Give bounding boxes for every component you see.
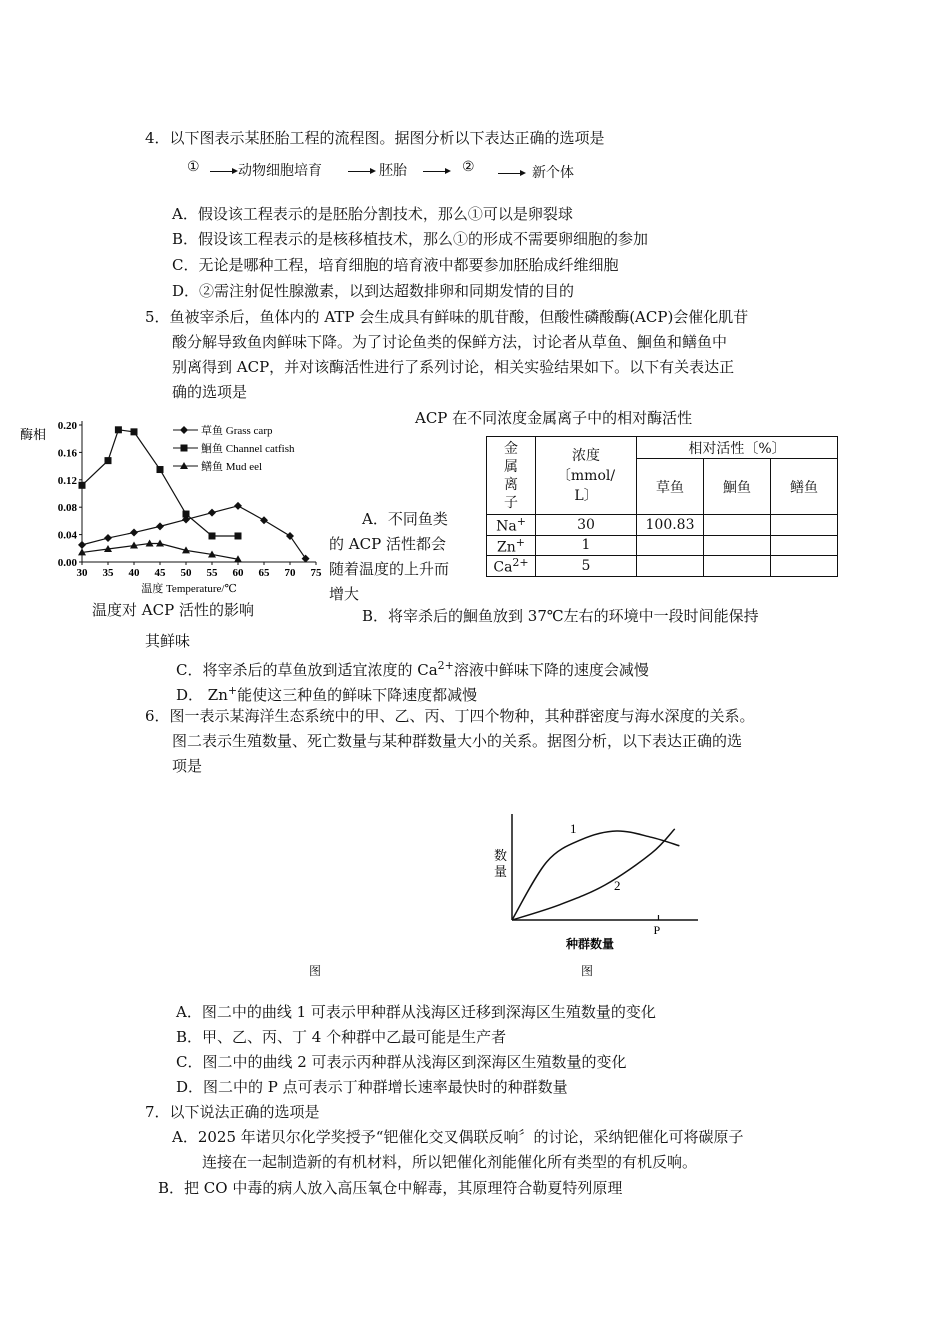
q5-option-a-2: 的 ACP 活性都会 bbox=[329, 535, 446, 553]
y-tick-label: 0.12 bbox=[57, 474, 77, 487]
flow-arrow-icon bbox=[348, 171, 374, 172]
data-point-series-2 bbox=[183, 511, 190, 518]
y-tick-label: 0.16 bbox=[57, 447, 77, 460]
data-point-series-2 bbox=[235, 532, 242, 539]
flow-step-embryo: 胚胎 bbox=[379, 163, 407, 179]
header-grass-carp: 草鱼 bbox=[637, 459, 704, 515]
data-point-series-1 bbox=[156, 522, 164, 530]
y-axis-label: 量 bbox=[494, 864, 508, 879]
q7-option-b: B．把 CO 中毒的病人放入高压氧仓中解毒，其原理符合勒夏特列原理 bbox=[158, 1179, 623, 1197]
data-point-series-1 bbox=[78, 541, 86, 549]
chart-caption: 温度对 ACP 活性的影响 bbox=[92, 601, 254, 619]
data-point-series-1 bbox=[260, 516, 268, 524]
flow-step-1: ① bbox=[187, 159, 200, 175]
q5-stem-line-1: 5．鱼被宰杀后，鱼体内的 ATP 会生成具有鲜味的肌苷酸，但酸性磷酸酶(ACP)会催化肌苷 bbox=[145, 308, 749, 326]
table-row: $Ca^{2+}$ 5 bbox=[487, 556, 838, 577]
x-tick-label: 55 bbox=[206, 567, 218, 579]
q5-option-a-4: 增大 bbox=[329, 585, 360, 603]
x-tick-label: 60 bbox=[232, 567, 244, 579]
q6-option-a: A．图二中的曲线 1 可表示甲种群从浅海区迁移到深海区生殖数量的变化 bbox=[176, 1003, 656, 1021]
q5-option-a-3: 随着温度的上升而 bbox=[329, 560, 450, 578]
q4-option-c: C．无论是哪种工程，培育细胞的培育液中都要参加胚胎成纤维细胞 bbox=[172, 256, 619, 274]
y-axis-label: 数 bbox=[494, 848, 508, 863]
y-tick-label: 0.04 bbox=[57, 529, 77, 542]
p-label: P bbox=[653, 923, 661, 937]
flow-step-2: ② bbox=[462, 159, 475, 175]
legend-marker bbox=[180, 426, 188, 434]
data-point-series-2 bbox=[209, 532, 216, 539]
header-ion: 金 属 离 子 bbox=[487, 437, 536, 515]
data-point-series-2 bbox=[79, 482, 86, 489]
figure-2-label: 图 bbox=[581, 964, 594, 978]
q5-stem-line-2: 酸分解导致鱼肉鲜味下降。为了讨论鱼类的保鲜方法，讨论者从草鱼、鮰鱼和鳝鱼中 bbox=[172, 333, 728, 351]
x-tick-label: 40 bbox=[128, 567, 140, 579]
flow-step-cell-culture: 动物细胞培育 bbox=[238, 163, 322, 179]
q4-option-a: A．假设该工程表示的是胚胎分割技术，那么①可以是卵裂球 bbox=[172, 205, 573, 223]
q7-option-a-1: A．2025 年诺贝尔化学奖授予“钯催化交叉偶联反响〞的讨论，采纳钯催化可将碳原子 bbox=[172, 1128, 744, 1146]
y-tick-label: 0.00 bbox=[57, 557, 77, 569]
data-point-series-1 bbox=[208, 509, 216, 517]
figure-1-label: 图 bbox=[309, 964, 322, 978]
data-point-series-1 bbox=[234, 502, 242, 510]
legend-label: 草鱼 Grass carp bbox=[201, 425, 273, 437]
q6-option-c: C．图二中的曲线 2 可表示丙种群从浅海区到深海区生殖数量的变化 bbox=[176, 1053, 627, 1071]
q4-option-d: D．②需注射促性腺激素，以到达超数排卵和同期发情的目的 bbox=[172, 282, 575, 300]
y-axis-label: 酶相 bbox=[20, 427, 47, 442]
table-row: Na+ 30 100.83 bbox=[487, 515, 838, 536]
header-relative-activity: 相对活性〔%〕 bbox=[637, 437, 838, 459]
header-channel-catfish: 鮰鱼 bbox=[704, 459, 771, 515]
flow-arrow-icon bbox=[210, 171, 236, 172]
q6-stem-line-1: 6．图一表示某海洋生态系统中的甲、乙、丙、丁四个物种，其种群密度与海水深度的关系。 bbox=[145, 707, 755, 725]
flow-step-new-individual: 新个体 bbox=[532, 165, 574, 181]
data-point-series-1 bbox=[130, 529, 138, 537]
legend-marker bbox=[181, 445, 188, 452]
q5-option-c: C．将宰杀后的草鱼放到适宜浓度的 $Ca^{2+}$溶液中鲜味下降的速度会减慢 bbox=[176, 659, 649, 679]
x-tick-label: 70 bbox=[284, 567, 296, 579]
q6-option-d: D．图二中的 P 点可表示丁种群增长速率最快时的种群数量 bbox=[176, 1078, 568, 1096]
series-line-1 bbox=[82, 506, 306, 559]
legend-label: 鳝鱼 Mud eel bbox=[201, 461, 263, 473]
header-concentration: 浓度 〔mmol/ L〕 bbox=[536, 437, 637, 515]
curve-2 bbox=[512, 829, 675, 920]
x-tick-label: 30 bbox=[76, 567, 88, 579]
x-tick-label: 75 bbox=[310, 567, 322, 579]
q6-option-b: B．甲、乙、丙、丁 4 个种群中乙最可能是生产者 bbox=[176, 1028, 507, 1046]
q6-stem-line-2: 图二表示生殖数量、死亡数量与某种群数量大小的关系。据图分析，以下表达正确的选 bbox=[172, 732, 743, 750]
data-point-series-2 bbox=[105, 457, 112, 464]
q4-option-b: B．假设该工程表示的是核移植技术，那么①的形成不需要卵细胞的参加 bbox=[172, 230, 649, 248]
data-point-series-1 bbox=[104, 534, 112, 542]
curve-1 bbox=[512, 831, 679, 920]
curve-label-2: 2 bbox=[614, 878, 621, 893]
q5-stem-line-4: 确的选项是 bbox=[172, 383, 248, 401]
data-point-series-2 bbox=[157, 466, 164, 473]
data-point-series-2 bbox=[131, 428, 138, 435]
q6-stem-line-3: 项是 bbox=[172, 757, 203, 775]
y-tick-label: 0.20 bbox=[57, 420, 77, 432]
x-axis-label: 温度 Temperature/℃ bbox=[141, 583, 237, 595]
q4-stem: 4．以下图表示某胚胎工程的流程图。据图分析以下表达正确的选项是 bbox=[145, 129, 605, 147]
q7-option-a-2: 连接在一起制造新的有机材料，所以钯催化剂能催化所有类型的有机反响。 bbox=[202, 1153, 698, 1171]
table-row: Zn+ 1 bbox=[487, 535, 838, 556]
data-point-series-1 bbox=[302, 555, 310, 563]
q5-option-b-2: 其鲜味 bbox=[145, 632, 191, 650]
acp-metal-ion-table bbox=[486, 436, 838, 577]
q7-stem: 7．以下说法正确的选项是 bbox=[145, 1103, 320, 1121]
header-mud-eel: 鳝鱼 bbox=[771, 459, 838, 515]
q5-option-b-1: B．将宰杀后的鮰鱼放到 37℃左右的环境中一段时间能保持 bbox=[362, 607, 759, 625]
curve-label-1: 1 bbox=[570, 821, 577, 836]
flow-arrow-icon bbox=[423, 171, 449, 172]
legend-label: 鮰鱼 Channel catfish bbox=[201, 443, 295, 455]
flow-arrow-icon bbox=[498, 173, 524, 174]
population-curve-chart bbox=[488, 808, 703, 958]
x-tick-label: 35 bbox=[102, 567, 114, 579]
x-axis-label: 种群数量 bbox=[566, 937, 615, 951]
table-title: ACP 在不同浓度金属离子中的相对酶活性 bbox=[415, 409, 693, 427]
x-tick-label: 65 bbox=[258, 567, 270, 579]
y-tick-label: 0.08 bbox=[57, 502, 77, 515]
q5-stem-line-3: 别离得到 ACP，并对该酶活性进行了系列讨论，相关实验结果如下。以下有关表达正 bbox=[172, 358, 735, 376]
x-tick-label: 45 bbox=[154, 567, 166, 579]
data-point-series-1 bbox=[286, 532, 294, 540]
acp-temperature-chart bbox=[18, 412, 338, 597]
x-tick-label: 50 bbox=[180, 567, 192, 579]
data-point-series-2 bbox=[115, 426, 122, 433]
q5-option-a-1: A．不同鱼类 bbox=[362, 510, 448, 528]
q5-option-d: D． Zn+能使这三种鱼的鲜味下降速度都减慢 bbox=[176, 684, 478, 704]
